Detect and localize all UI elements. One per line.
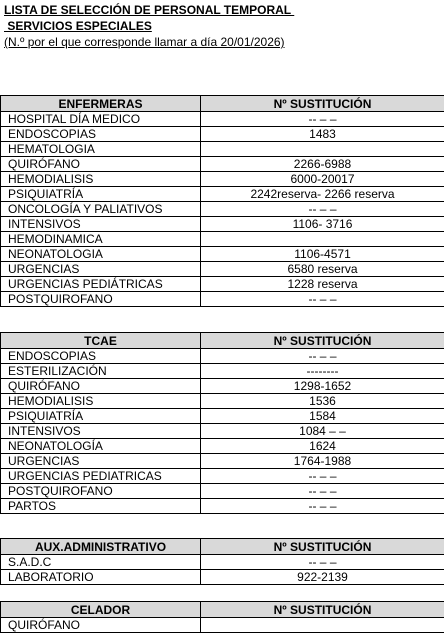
table-row <box>1 232 444 247</box>
value-cell: 1764-1988 <box>201 454 444 469</box>
value-cell: -------- <box>201 364 444 379</box>
value-cell <box>201 618 444 633</box>
service-cell: URGENCIAS <box>1 454 201 469</box>
table-enfermeras <box>0 95 444 307</box>
table-row <box>1 247 444 262</box>
service-cell: PARTOS <box>1 499 201 514</box>
service-cell: POSTQUIROFANO <box>1 292 201 307</box>
table-row <box>1 439 444 454</box>
value-cell: -- – – <box>201 202 444 217</box>
value-cell: 1624 <box>201 439 444 454</box>
value-cell: 2242reserva- 2266 reserva <box>201 187 444 202</box>
table-row <box>1 277 444 292</box>
service-cell: NEONATOLOGÍA <box>1 439 201 454</box>
value-cell: 6580 reserva <box>201 262 444 277</box>
section-name: ENFERMERAS <box>1 96 201 112</box>
table-row <box>1 187 444 202</box>
value-cell: -- – – <box>201 484 444 499</box>
value-cell <box>201 232 444 247</box>
service-cell: NEONATOLOGIA <box>1 247 201 262</box>
value-cell: 1536 <box>201 394 444 409</box>
service-cell: QUIRÓFANO <box>1 379 201 394</box>
service-cell: PSIQUIATRÍA <box>1 187 201 202</box>
value-cell: 1298-1652 <box>201 379 444 394</box>
table-row <box>1 454 444 469</box>
service-cell: LABORATORIO <box>1 570 201 585</box>
table-row <box>1 157 444 172</box>
service-cell: INTENSIVOS <box>1 424 201 439</box>
table-row <box>1 618 444 633</box>
column-header: Nº SUSTITUCIÓN <box>201 539 444 555</box>
service-cell: ONCOLOGÍA Y PALIATIVOS <box>1 202 201 217</box>
value-cell: 1483 <box>201 127 444 142</box>
table-row <box>1 379 444 394</box>
value-cell <box>201 142 444 157</box>
table-row <box>1 469 444 484</box>
column-header: Nº SUSTITUCIÓN <box>201 333 444 349</box>
service-cell: HOSPITAL DÍA MEDICO <box>1 112 201 127</box>
value-cell: -- – – <box>201 555 444 570</box>
service-cell: PSIQUIATRÍA <box>1 409 201 424</box>
service-cell: ENDOSCOPIAS <box>1 127 201 142</box>
service-cell: URGENCIAS PEDIÁTRICAS <box>1 277 201 292</box>
document-note: (N.º por el que corresponde llamar a día 20/01/2026) <box>4 35 285 49</box>
value-cell: -- – – <box>201 469 444 484</box>
value-cell: 1084 – – <box>201 424 444 439</box>
service-cell: URGENCIAS PEDIATRICAS <box>1 469 201 484</box>
service-cell: S.A.D.C <box>1 555 201 570</box>
table-row <box>1 172 444 187</box>
table-row <box>1 499 444 514</box>
service-cell: URGENCIAS <box>1 262 201 277</box>
value-cell: 2266-6988 <box>201 157 444 172</box>
table-row <box>1 394 444 409</box>
table-row <box>1 112 444 127</box>
table-header-row <box>1 539 444 555</box>
value-cell: 1106-4571 <box>201 247 444 262</box>
service-cell: HEMODIALISIS <box>1 172 201 187</box>
table-header-row <box>1 602 444 618</box>
table-row <box>1 349 444 364</box>
value-cell: 922-2139 <box>201 570 444 585</box>
table-row <box>1 555 444 570</box>
section-name: TCAE <box>1 333 201 349</box>
document-subtitle: SERVICIOS ESPECIALES <box>4 19 152 33</box>
value-cell: 1106- 3716 <box>201 217 444 232</box>
table-row <box>1 217 444 232</box>
service-cell: INTENSIVOS <box>1 217 201 232</box>
table-header-row <box>1 333 444 349</box>
table-row <box>1 127 444 142</box>
service-cell: HEMODIALISIS <box>1 394 201 409</box>
service-cell: HEMODINAMICA <box>1 232 201 247</box>
table-row <box>1 364 444 379</box>
table-row <box>1 484 444 499</box>
service-cell: HEMATOLOGIA <box>1 142 201 157</box>
value-cell: 6000-20017 <box>201 172 444 187</box>
value-cell: -- – – <box>201 292 444 307</box>
service-cell: QUIRÓFANO <box>1 157 201 172</box>
section-name: AUX.ADMINISTRATIVO <box>1 539 201 555</box>
service-cell: ESTERILIZACIÓN <box>1 364 201 379</box>
column-header: Nº SUSTITUCIÓN <box>201 96 444 112</box>
column-header: Nº SUSTITUCIÓN <box>201 602 444 618</box>
document-title: LISTA DE SELECCIÓN DE PERSONAL TEMPORAL <box>4 3 295 17</box>
table-tcae <box>0 332 444 514</box>
table-row <box>1 262 444 277</box>
document-header <box>4 2 294 50</box>
value-cell: 1228 reserva <box>201 277 444 292</box>
service-cell: POSTQUIROFANO <box>1 484 201 499</box>
table-row <box>1 409 444 424</box>
table-row <box>1 570 444 585</box>
value-cell: -- – – <box>201 349 444 364</box>
table-header-row <box>1 96 444 112</box>
service-cell: ENDOSCOPIAS <box>1 349 201 364</box>
table-row <box>1 202 444 217</box>
section-name: CELADOR <box>1 602 201 618</box>
table-aux-administrativo <box>0 538 444 585</box>
table-row <box>1 424 444 439</box>
service-cell: QUIRÓFANO <box>1 618 201 633</box>
table-row <box>1 292 444 307</box>
value-cell: -- – – <box>201 499 444 514</box>
table-celador <box>0 601 444 633</box>
value-cell: 1584 <box>201 409 444 424</box>
value-cell: -- – – <box>201 112 444 127</box>
table-row <box>1 142 444 157</box>
